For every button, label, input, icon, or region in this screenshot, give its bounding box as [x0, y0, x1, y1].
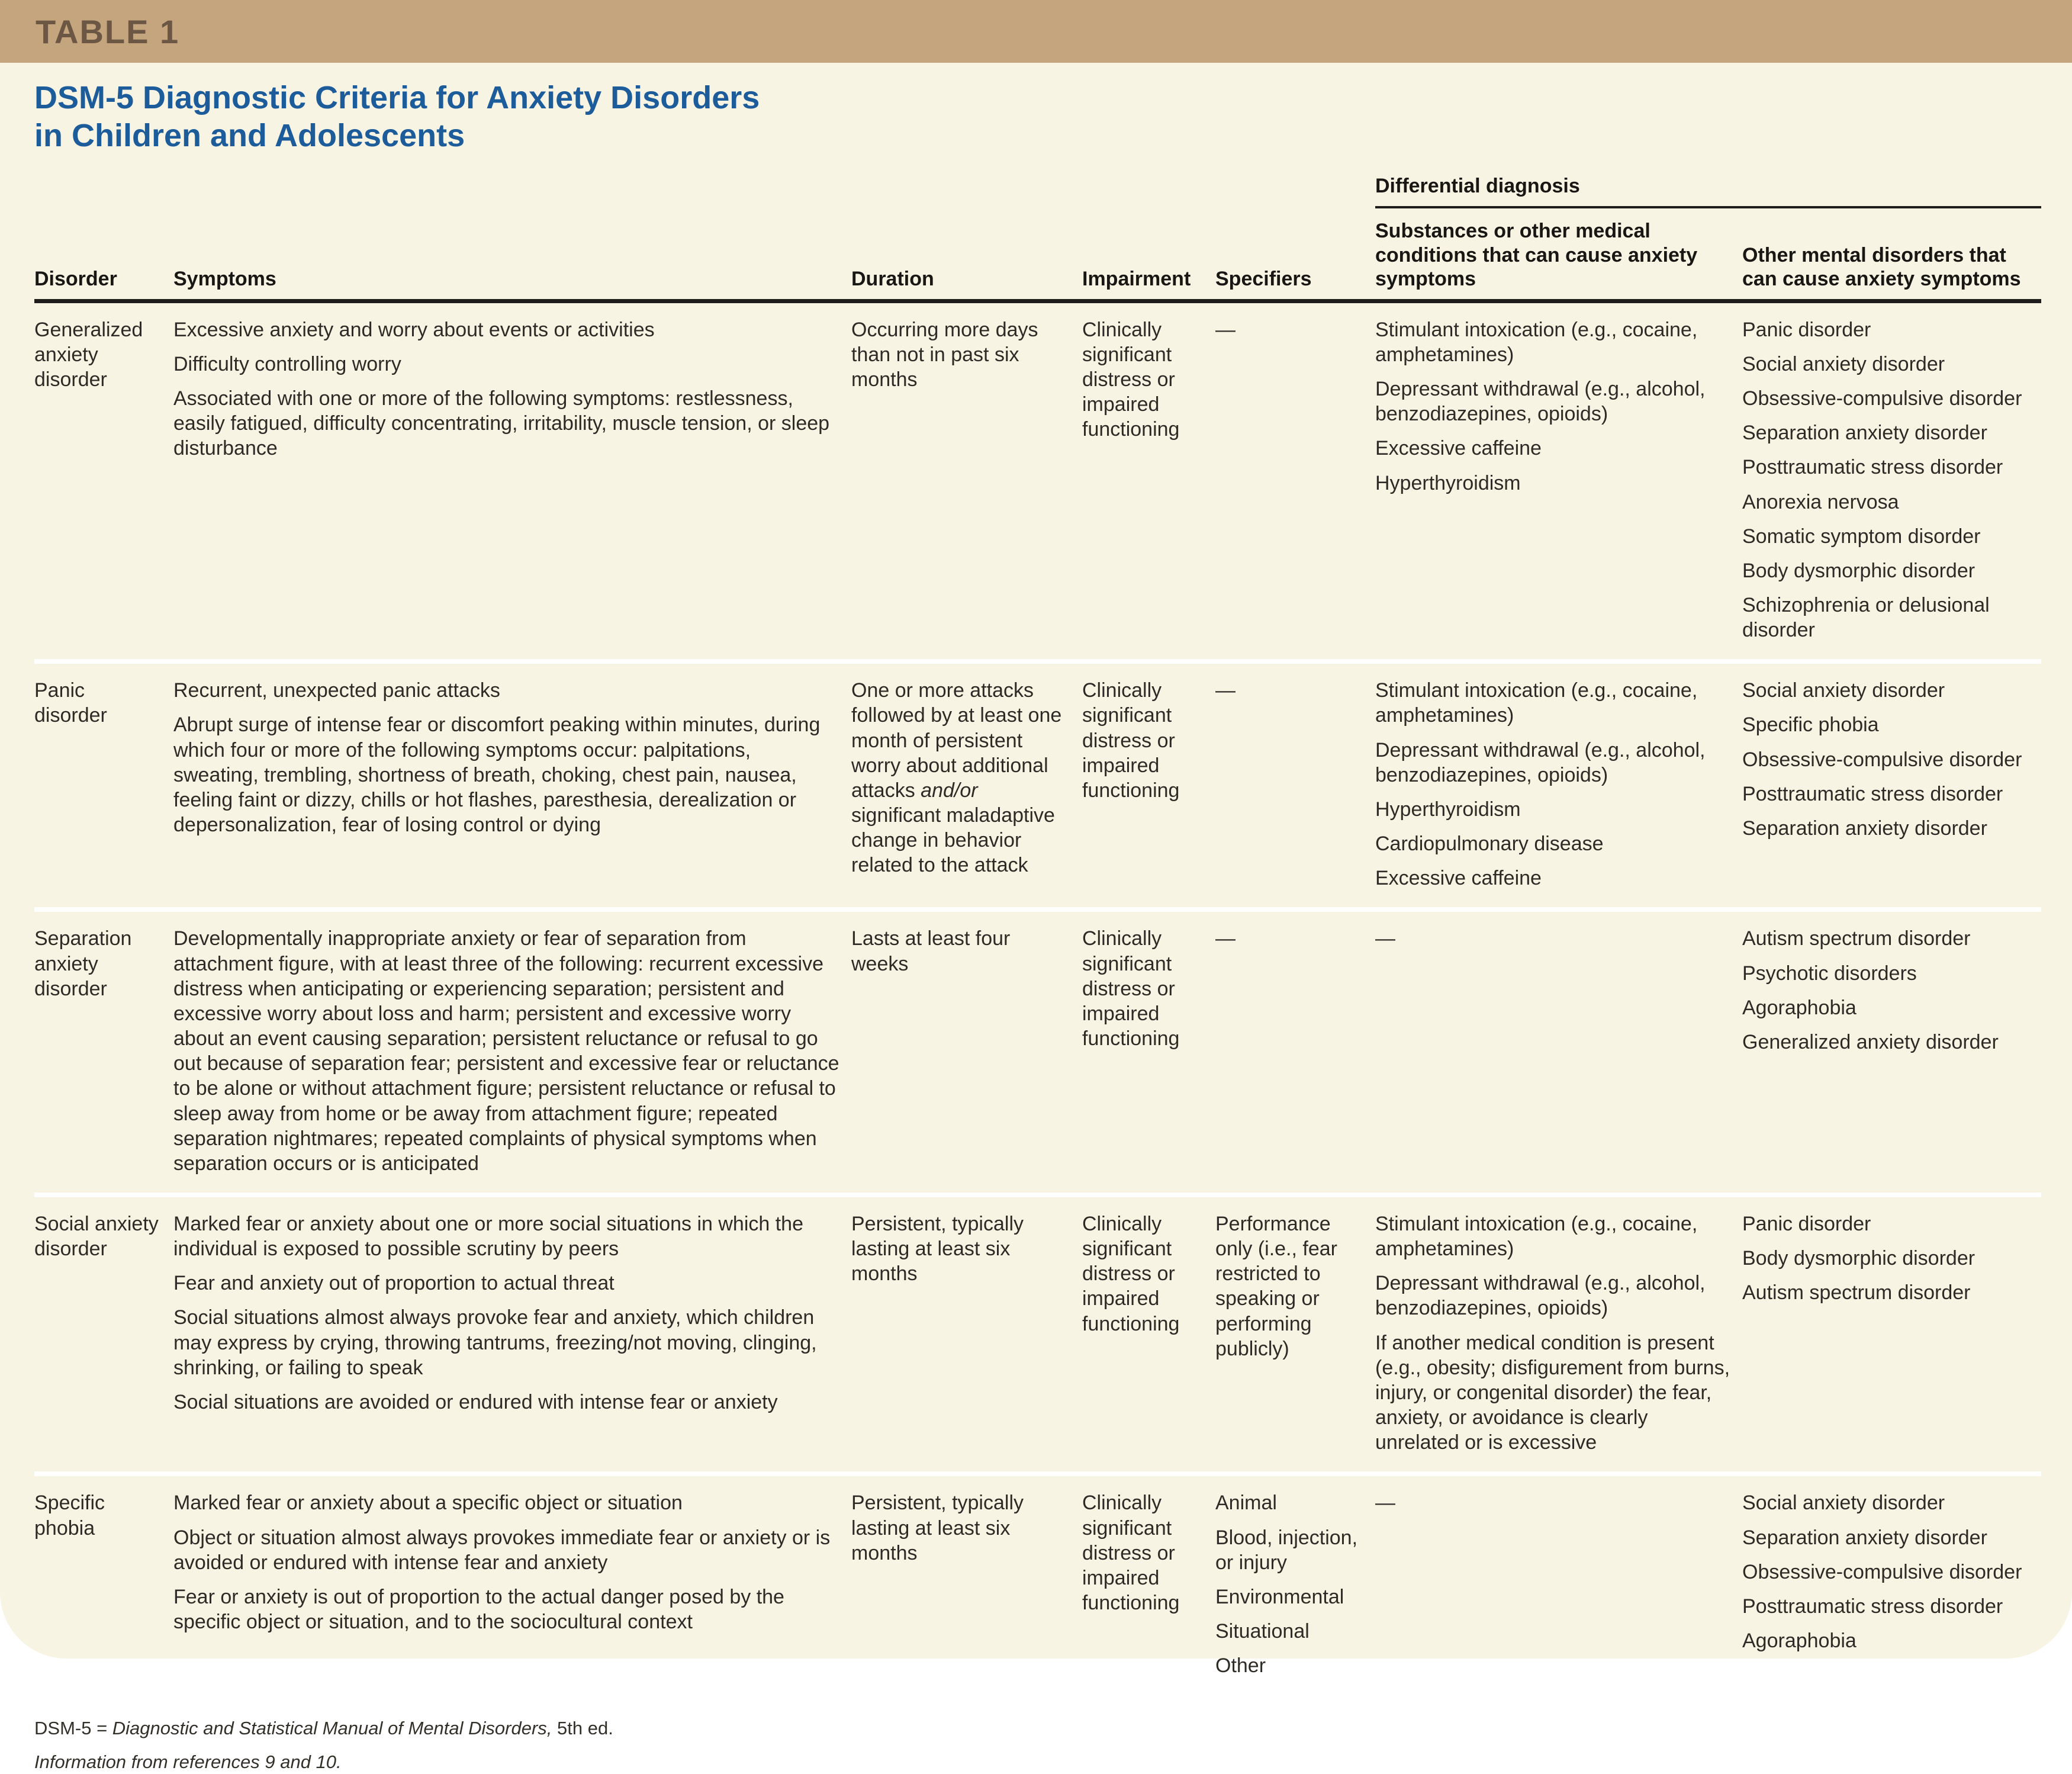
- cell-substances: [1375, 317, 1730, 643]
- cell-other-mental-text: Agoraphobia: [1742, 1630, 1857, 1653]
- column-header-other-mental: Other mental disorders that can cause anxiety symptoms: [1742, 243, 2021, 290]
- cell-duration-text: Occurring more days than not in past six months: [851, 318, 1038, 391]
- cell-specifiers-text: Blood, injection, or injury: [1215, 1526, 1358, 1574]
- cell-impairment: [1082, 926, 1204, 1176]
- cell-symptoms-text: Marked fear or anxiety about one or more social situations in which the individual is exposed to possible scrutiny by peers: [173, 1212, 803, 1261]
- cell-specifiers: [1215, 1211, 1363, 1455]
- cell-other-mental-text: Obsessive-compulsive disorder: [1742, 1560, 2022, 1583]
- cell-specifiers-text: Situational: [1215, 1620, 1310, 1643]
- cell-other-mental-text: Anorexia nervosa: [1742, 490, 1899, 513]
- table-row: [34, 303, 2041, 664]
- cell-substances-text: Cardiopulmonary disease: [1375, 833, 1604, 856]
- cell-other-mental-text: Posttraumatic stress disorder: [1742, 456, 2003, 479]
- cell-other-mental-text: Body dysmorphic disorder: [1742, 559, 1976, 582]
- cell-substances-text: If another medical condition is present (e.g., obesity; disfigurement from burns, injury, or congenital disorder) the fear, anxiety, or avoidance is clearly unrelated or is excessive: [1375, 1331, 1730, 1454]
- title-line-1: DSM-5 Diagnostic Criteria for Anxiety Disorders: [34, 80, 760, 115]
- cell-symptoms: [173, 1211, 839, 1455]
- footnote-line: Information from references 9 and 10.: [34, 1751, 342, 1773]
- table-row: [34, 664, 2041, 912]
- footnote-line: DSM-5 = Diagnostic and Statistical Manual of Mental Disorders, 5th ed.: [34, 1718, 613, 1739]
- cell-symptoms: [173, 1490, 839, 1678]
- column-header-impairment: Impairment: [1082, 267, 1191, 290]
- cell-symptoms-text: Excessive anxiety and worry about events or activities: [173, 318, 655, 341]
- cell-other-mental-text: Separation anxiety disorder: [1742, 817, 1987, 840]
- title-line-2: in Children and Adolescents: [34, 117, 465, 153]
- cell-other-mental-text: Posttraumatic stress disorder: [1742, 782, 2003, 805]
- cell-impairment: [1082, 1211, 1204, 1455]
- cell-other-mental-text: Obsessive-compulsive disorder: [1742, 748, 2022, 771]
- cell-substances-text: —: [1375, 927, 1395, 950]
- cell-other-mental: [1742, 317, 2041, 643]
- cell-other-mental-text: Psychotic disorders: [1742, 962, 1917, 985]
- cell-symptoms: [173, 926, 839, 1176]
- cell-duration: [851, 317, 1070, 643]
- cell-symptoms: [173, 317, 839, 643]
- cell-other-mental-text: Social anxiety disorder: [1742, 1492, 1945, 1515]
- cell-disorder-text: Specific phobia: [34, 1492, 105, 1540]
- cell-duration: [851, 1490, 1070, 1678]
- cell-other-mental: [1742, 1211, 2041, 1455]
- cell-specifiers-text: —: [1215, 318, 1236, 341]
- cell-substances-text: Stimulant intoxication (e.g., cocaine, amphetamines): [1375, 318, 1698, 366]
- cell-impairment-text: Clinically significant distress or impaired functioning: [1082, 1212, 1180, 1335]
- cell-other-mental: [1742, 678, 2041, 891]
- cell-other-mental-text: Obsessive-compulsive disorder: [1742, 387, 2022, 410]
- table-rows: [34, 303, 2041, 1700]
- cell-disorder-text: Panic disorder: [34, 679, 107, 727]
- cell-disorder-text: Social anxiety disorder: [34, 1212, 159, 1261]
- cell-impairment: [1082, 678, 1204, 891]
- cell-specifiers-text: Other: [1215, 1654, 1266, 1677]
- cell-other-mental-text: Autism spectrum disorder: [1742, 927, 1971, 950]
- cell-other-mental-text: Specific phobia: [1742, 714, 1879, 737]
- cell-disorder-text: Separation anxiety disorder: [34, 927, 132, 1000]
- cell-substances-text: Excessive caffeine: [1375, 867, 1542, 890]
- cell-impairment: [1082, 1490, 1204, 1678]
- cell-symptoms-text: Fear and anxiety out of proportion to actual threat: [173, 1272, 614, 1295]
- cell-duration-text: One or more attacks followed by at least one month of persistent worry about additional attacks and/or significant maladaptive change in behavior related to the attack: [851, 679, 1062, 877]
- cell-disorder: [34, 926, 162, 1176]
- cell-disorder-text: Generalized anxiety disorder: [34, 318, 143, 391]
- cell-impairment: [1082, 317, 1204, 643]
- footnotes: [34, 1717, 2041, 1774]
- table-label: TABLE 1: [36, 12, 180, 50]
- cell-specifiers-text: Animal: [1215, 1492, 1277, 1515]
- table-row: [34, 1476, 2041, 1699]
- cell-other-mental-text: Body dysmorphic disorder: [1742, 1247, 1976, 1270]
- cell-other-mental-text: Social anxiety disorder: [1742, 679, 1945, 702]
- cell-specifiers: [1215, 1490, 1363, 1678]
- cell-other-mental-text: Social anxiety disorder: [1742, 352, 1945, 375]
- cell-symptoms-text: Social situations almost always provoke fear and anxiety, which children may express by crying, throwing tantrums, freezing/not moving, clinging, shrinking, or failing to speak: [173, 1306, 817, 1379]
- cell-other-mental-text: Posttraumatic stress disorder: [1742, 1595, 2003, 1618]
- cell-substances-text: —: [1375, 1492, 1395, 1515]
- cell-other-mental-text: Somatic symptom disorder: [1742, 525, 1981, 548]
- cell-symptoms-text: Social situations are avoided or endured with intense fear or anxiety: [173, 1390, 778, 1413]
- cell-impairment-text: Clinically significant distress or impaired functioning: [1082, 679, 1180, 802]
- cell-substances-text: Hyperthyroidism: [1375, 798, 1521, 821]
- table-head: [34, 175, 2041, 290]
- cell-specifiers-text: Performance only (i.e., fear restricted to speaking or performing publicly): [1215, 1212, 1337, 1360]
- header-rule: [34, 299, 2041, 303]
- cell-other-mental-text: Panic disorder: [1742, 318, 1871, 341]
- cell-duration: [851, 926, 1070, 1176]
- cell-substances: [1375, 1490, 1730, 1678]
- cell-other-mental-text: Generalized anxiety disorder: [1742, 1030, 1999, 1053]
- column-header-substances: Substances or other medical conditions that can cause anxiety symptoms: [1375, 220, 1698, 290]
- cell-duration-text: Persistent, typically lasting at least six months: [851, 1212, 1024, 1285]
- cell-other-mental: [1742, 926, 2041, 1176]
- cell-symptoms-text: Object or situation almost always provokes immediate fear or anxiety or is avoided or endured with intense fear and anxiety: [173, 1526, 831, 1574]
- cell-substances-text: Stimulant intoxication (e.g., cocaine, amphetamines): [1375, 1212, 1698, 1261]
- column-header-duration: Duration: [851, 267, 934, 290]
- cell-substances: [1375, 926, 1730, 1176]
- cell-substances-text: Stimulant intoxication (e.g., cocaine, amphetamines): [1375, 679, 1698, 727]
- cell-symptoms-text: Associated with one or more of the following symptoms: restlessness, easily fatigued, difficulty concentrating, irritability, muscle tension, or sleep disturbance: [173, 387, 830, 460]
- cell-substances-text: Depressant withdrawal (e.g., alcohol, benzodiazepines, opioids): [1375, 378, 1706, 426]
- column-header-disorder: Disorder: [34, 267, 117, 290]
- cell-symptoms-text: Fear or anxiety is out of proportion to the actual danger posed by the specific object or situation, and to the sociocultural context: [173, 1585, 784, 1634]
- cell-symptoms-text: Difficulty controlling worry: [173, 352, 401, 375]
- cell-other-mental-text: Autism spectrum disorder: [1742, 1281, 1971, 1304]
- cell-symptoms-text: Marked fear or anxiety about a specific object or situation: [173, 1492, 683, 1515]
- cell-other-mental: [1742, 1490, 2041, 1678]
- table-header-bar: [0, 0, 2072, 63]
- table-content: [0, 79, 2072, 1774]
- cell-symptoms-text: Developmentally inappropriate anxiety or fear of separation from attachment figure, with at least three of the following: recurrent excessive distress when anticipating or experiencing separation; persistent and excessive worry about loss and harm; persistent and excessive worry about an event causing separation; persistent reluctance or refusal to go out because of separation fear; persistent and excessive fear or reluctance to be alone or without attachment figure; persistent reluctance or refusal to sleep away from home or be away from attachment figure; repeated separation nightmares; repeated complaints of physical symptoms when separation occurs or is anticipated: [173, 927, 839, 1175]
- cell-specifiers-text: —: [1215, 679, 1236, 702]
- table-row: [34, 1197, 2041, 1476]
- table-title: [34, 79, 2041, 155]
- differential-diagnosis-label: Differential diagnosis: [1375, 175, 2041, 208]
- cell-other-mental-text: Separation anxiety disorder: [1742, 422, 1987, 445]
- cell-duration: [851, 1211, 1070, 1455]
- cell-other-mental-text: Schizophrenia or delusional disorder: [1742, 594, 1990, 642]
- cell-specifiers-text: —: [1215, 927, 1236, 950]
- cell-symptoms: [173, 678, 839, 891]
- cell-other-mental-text: Separation anxiety disorder: [1742, 1526, 1987, 1549]
- cell-symptoms-text: Abrupt surge of intense fear or discomfort peaking within minutes, during which four or more of the following symptoms occur: palpitations, sweating, trembling, shortness of breath, choking, chest pain, nausea, feeling faint or dizzy, chills or hot flashes, paresthesia, derealization or depersonalization, fear of losing control or dying: [173, 714, 821, 837]
- cell-disorder: [34, 1490, 162, 1678]
- cell-duration-text: Lasts at least four weeks: [851, 927, 1011, 975]
- cell-disorder: [34, 1211, 162, 1455]
- cell-disorder: [34, 317, 162, 643]
- column-header-specifiers: Specifiers: [1215, 267, 1312, 290]
- cell-specifiers: [1215, 317, 1363, 643]
- cell-other-mental-text: Panic disorder: [1742, 1212, 1871, 1235]
- cell-impairment-text: Clinically significant distress or impaired functioning: [1082, 1492, 1180, 1615]
- cell-substances: [1375, 1211, 1730, 1455]
- cell-specifiers: [1215, 678, 1363, 891]
- cell-duration: [851, 678, 1070, 891]
- table-row: [34, 912, 2041, 1197]
- cell-impairment-text: Clinically significant distress or impaired functioning: [1082, 318, 1180, 441]
- cell-substances: [1375, 678, 1730, 891]
- cell-substances-text: Hyperthyroidism: [1375, 471, 1521, 494]
- cell-symptoms-text: Recurrent, unexpected panic attacks: [173, 679, 500, 702]
- cell-disorder: [34, 678, 162, 891]
- cell-other-mental-text: Agoraphobia: [1742, 996, 1857, 1019]
- cell-substances-text: Excessive caffeine: [1375, 437, 1542, 460]
- cell-substances-text: Depressant withdrawal (e.g., alcohol, benzodiazepines, opioids): [1375, 738, 1706, 786]
- cell-substances-text: Depressant withdrawal (e.g., alcohol, benzodiazepines, opioids): [1375, 1272, 1706, 1320]
- cell-specifiers: [1215, 926, 1363, 1176]
- cell-duration-text: Persistent, typically lasting at least six months: [851, 1492, 1024, 1564]
- cell-specifiers-text: Environmental: [1215, 1585, 1344, 1608]
- cell-impairment-text: Clinically significant distress or impaired functioning: [1082, 927, 1180, 1050]
- column-header-symptoms: Symptoms: [173, 267, 276, 290]
